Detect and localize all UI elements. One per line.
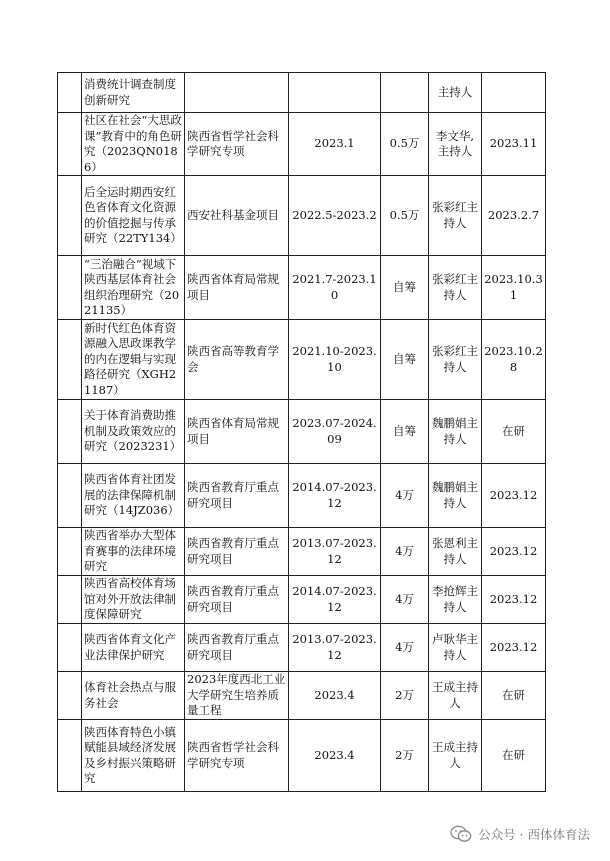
project-title: 陕西省高校体育场馆对外开放法律制度保障研究: [82, 576, 185, 624]
project-host: 王成主持人: [429, 672, 482, 720]
project-source: 陕西省哲学社会科学研究专项: [185, 113, 289, 176]
project-funding: 自筹: [381, 400, 429, 464]
project-completion: 在研: [482, 400, 546, 464]
project-funding: 2万: [381, 672, 429, 720]
row-index-cell: [58, 176, 82, 256]
table-row: [58, 464, 546, 528]
project-completion: 2023.10.31: [482, 256, 546, 320]
project-funding: 4万: [381, 576, 429, 624]
project-funding: 4万: [381, 464, 429, 528]
project-title: 后全运时期西安红色省体育文化资源的价值挖掘与传承研究（22TY134）: [82, 176, 185, 256]
project-source: 陕西省教育厅重点研究项目: [185, 464, 289, 528]
row-index-cell: [58, 256, 82, 320]
project-funding: 4万: [381, 528, 429, 576]
project-title: 体育社会热点与服务社会: [82, 672, 185, 720]
project-period: 2014.07-2023.12: [289, 576, 381, 624]
project-completion: 2023.11: [482, 113, 546, 176]
table-row: [58, 320, 546, 400]
project-period: 2014.07-2023.12: [289, 464, 381, 528]
project-funding: 0.5万: [381, 176, 429, 256]
project-funding: 自筹: [381, 320, 429, 400]
project-host: 李抢辉主持人: [429, 576, 482, 624]
row-index-cell: [58, 672, 82, 720]
project-host: 王成主持人: [429, 720, 482, 792]
project-completion: [482, 73, 546, 113]
project-period: 2023.4: [289, 672, 381, 720]
project-title: 新时代红色体育资源融入思政课教学的内在逻辑与实现路径研究（XGH21187）: [82, 320, 185, 400]
project-source: 陕西省教育厅重点研究项目: [185, 624, 289, 672]
project-title: 陕西省举办大型体育赛事的法律环境研究: [82, 528, 185, 576]
project-completion: 2023.12: [482, 624, 546, 672]
table-row: [58, 576, 546, 624]
project-title: 社区在社会“大思政课”教育中的角色研究（2023QN0186）: [82, 113, 185, 176]
table-row: [58, 176, 546, 256]
table-row: [58, 400, 546, 464]
project-host: 李文华,主持人: [429, 113, 482, 176]
row-index-cell: [58, 113, 82, 176]
project-period: 2013.07-2023.12: [289, 624, 381, 672]
project-title: 陕西省体育文化产业法律保护研究: [82, 624, 185, 672]
project-period: 2023.07-2024.09: [289, 400, 381, 464]
project-source: 陕西省教育厅重点研究项目: [185, 528, 289, 576]
project-completion: 2023.12: [482, 528, 546, 576]
project-period: 2021.7-2023.10: [289, 256, 381, 320]
table-row: [58, 720, 546, 792]
project-completion: 2023.10.28: [482, 320, 546, 400]
project-host: 魏鹏娟主持人: [429, 464, 482, 528]
project-completion: 在研: [482, 672, 546, 720]
project-source: 陕西省体育局常规项目: [185, 256, 289, 320]
project-host: 魏鹏娟主持人: [429, 400, 482, 464]
table-row: [58, 256, 546, 320]
project-period: 2023.4: [289, 720, 381, 792]
footer-text: 公众号 · 西体体育法: [478, 827, 590, 842]
project-period: 2021.10-2023.10: [289, 320, 381, 400]
project-period: 2023.1: [289, 113, 381, 176]
row-index-cell: [58, 464, 82, 528]
row-index-cell: [58, 720, 82, 792]
project-source: 陕西省教育厅重点研究项目: [185, 576, 289, 624]
row-index-cell: [58, 400, 82, 464]
project-source: 陕西省哲学社会科学研究专项: [185, 720, 289, 792]
row-index-cell: [58, 73, 82, 113]
project-source: 西安社科基金项目: [185, 176, 289, 256]
project-title: “三治融合”视域下陕西基层体育社会组织治理研究（2021135）: [82, 256, 185, 320]
project-host: 主持人: [429, 73, 482, 113]
project-table: [57, 72, 546, 792]
project-funding: 4万: [381, 624, 429, 672]
project-source: [185, 73, 289, 113]
project-title: 陕西体育特色小镇赋能县域经济发展及乡村振兴策略研究: [82, 720, 185, 792]
row-index-cell: [58, 320, 82, 400]
project-title: 陕西省体育社团发展的法律保障机制研究（14JZ036）: [82, 464, 185, 528]
project-host: 卢耿华主持人: [429, 624, 482, 672]
table-row: [58, 73, 546, 113]
project-funding: 自筹: [381, 256, 429, 320]
project-host: 张彩红主持人: [429, 256, 482, 320]
wechat-icon: [450, 825, 472, 843]
row-index-cell: [58, 576, 82, 624]
project-period: 2022.5-2023.2: [289, 176, 381, 256]
project-source: 陕西省高等教育学会: [185, 320, 289, 400]
project-completion: 在研: [482, 720, 546, 792]
project-source: 2023年度西北工业大学研究生培养质量工程: [185, 672, 289, 720]
project-title: 关于体育消费助推机制及政策效应的研究（2023231）: [82, 400, 185, 464]
project-host: 张彩红主持人: [429, 176, 482, 256]
project-funding: 0.5万: [381, 113, 429, 176]
table-row: [58, 528, 546, 576]
watermark: [450, 825, 590, 843]
project-completion: 2023.12: [482, 464, 546, 528]
table-row: [58, 672, 546, 720]
project-funding: [381, 73, 429, 113]
project-completion: 2023.2.7: [482, 176, 546, 256]
project-period: [289, 73, 381, 113]
row-index-cell: [58, 624, 82, 672]
table-row: [58, 113, 546, 176]
project-source: 陕西省体育局常规项目: [185, 400, 289, 464]
project-title: 消费统计调查制度创新研究: [82, 73, 185, 113]
project-period: 2013.07-2023.12: [289, 528, 381, 576]
project-host: 张彩红主持人: [429, 320, 482, 400]
row-index-cell: [58, 528, 82, 576]
project-completion: 2023.12: [482, 576, 546, 624]
table-row: [58, 624, 546, 672]
project-host: 张恩利主持人: [429, 528, 482, 576]
project-funding: 2万: [381, 720, 429, 792]
